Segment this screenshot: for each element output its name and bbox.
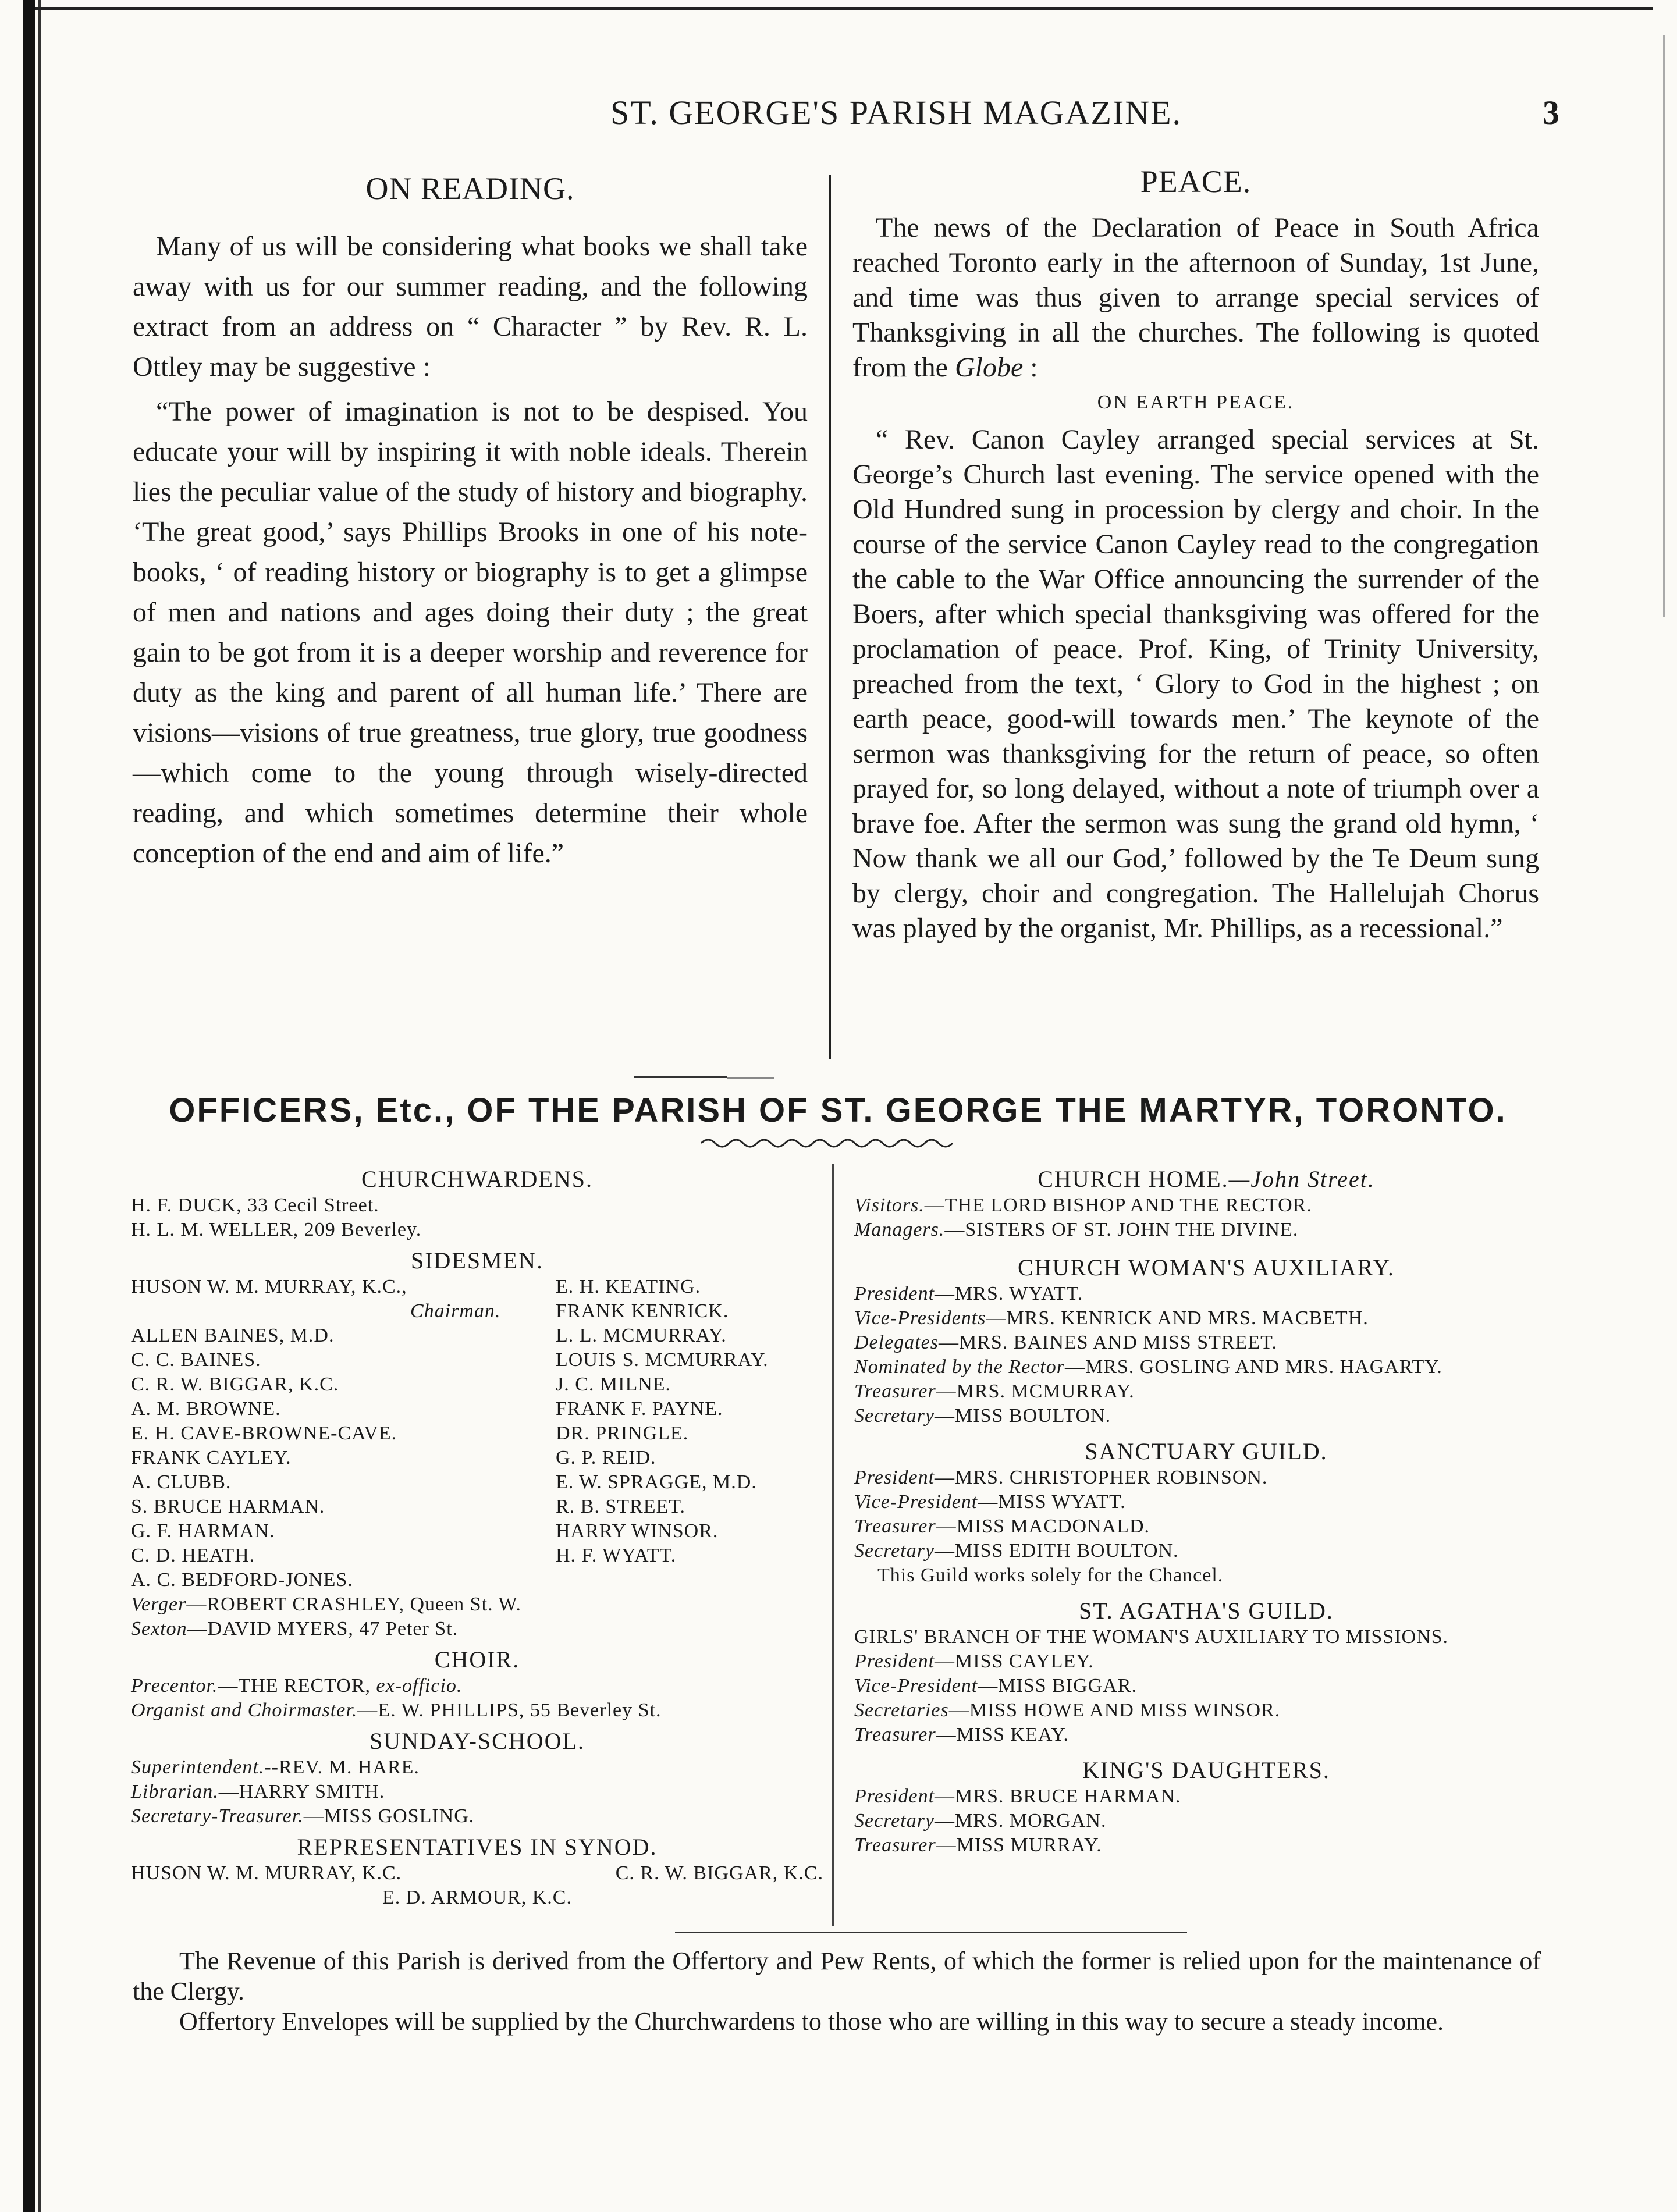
officers-title: OFFICERS, Etc., OF THE PARISH OF ST. GEORGE THE MARTYR, TORONTO. bbox=[169, 1091, 1507, 1129]
page-header bbox=[128, 93, 1559, 145]
sidesman-item: G. F. HARMAN. bbox=[131, 1520, 275, 1542]
sidesman-row bbox=[131, 1568, 823, 1592]
sidesman-row bbox=[131, 1275, 823, 1299]
sidesman-item: G. P. REID. bbox=[556, 1447, 656, 1468]
st-agatha-row bbox=[854, 1698, 1558, 1723]
synod-item: C. R. W. BIGGAR, K.C. bbox=[615, 1862, 823, 1884]
auxiliary-label: Nominated by the Rector bbox=[854, 1356, 1065, 1378]
sidesman-row bbox=[131, 1324, 823, 1348]
sunday-school-heading: SUNDAY-SCHOOL. bbox=[369, 1728, 585, 1754]
sidesman-item: E. W. SPRAGGE, M.D. bbox=[556, 1471, 757, 1493]
sidesman-row bbox=[131, 1299, 823, 1324]
st-agatha-value: —MISS BIGGAR. bbox=[978, 1675, 1137, 1697]
st-agatha-value: —MISS CAYLEY. bbox=[935, 1651, 1094, 1672]
sexton-label: Sexton bbox=[131, 1618, 187, 1640]
st-agatha-label: Secretaries bbox=[854, 1699, 949, 1721]
auxiliary-label: Vice-Presidents bbox=[854, 1307, 986, 1329]
sanctuary-value: —MISS EDITH BOULTON. bbox=[935, 1540, 1179, 1562]
auxiliary-label: President bbox=[854, 1283, 935, 1304]
sanctuary-row bbox=[854, 1466, 1558, 1490]
sidesman-item: E. H. KEATING. bbox=[556, 1276, 701, 1297]
sidesman-item: C. D. HEATH. bbox=[131, 1545, 255, 1566]
church-home-address: —John Street. bbox=[1228, 1166, 1375, 1192]
sidesman-item: HARRY WINSOR. bbox=[556, 1520, 719, 1542]
sanctuary-value: —MISS MACDONALD. bbox=[936, 1516, 1150, 1537]
sanctuary-label: Treasurer bbox=[854, 1516, 936, 1537]
verger-value: —ROBERT CRASHLEY, Queen St. W. bbox=[186, 1594, 521, 1615]
st-agatha-subtitle: GIRLS' BRANCH OF THE WOMAN'S AUXILIARY TO MISSIONS. bbox=[854, 1626, 1449, 1648]
on-reading-quote: “The power of imagination is not to be despised. You educate your will by inspiring it with noble ideals. Therein lies the peculiar value of the study of history and biography. ‘The great good,’ says Phillips Brooks in one of his note-books, ‘ of reading history or biography is to get a glimpse of men and nations and ages doing their duty ; the great gain to be got from it is a deeper worship and reverence for duty as the king and parent of all human life.’ There are visions—visions of true greatness, true glory, true goodness—which come to the young through wisely-directed reading, and which sometimes determine their whole conception of the end and aim of life.” bbox=[133, 396, 808, 869]
sidesman-item: A. C. BEDFORD-JONES. bbox=[131, 1569, 353, 1591]
binding-shadow bbox=[38, 0, 41, 2212]
organist-value: —E. W. PHILLIPS, 55 Beverley St. bbox=[357, 1699, 662, 1721]
sanctuary-label: Secretary bbox=[854, 1540, 935, 1562]
librarian-value: —HARRY SMITH. bbox=[218, 1781, 385, 1802]
organist-row bbox=[131, 1698, 823, 1723]
sidesman-item: J. C. MILNE. bbox=[556, 1374, 671, 1395]
binding-edge bbox=[23, 0, 35, 2212]
sanctuary-note: This Guild works solely for the Chancel. bbox=[877, 1564, 1224, 1586]
sidesman-row bbox=[131, 1421, 823, 1446]
sidesman-item: LOUIS S. MCMURRAY. bbox=[556, 1349, 769, 1371]
st-agatha-heading: ST. AGATHA'S GUILD. bbox=[1079, 1598, 1334, 1624]
st-agatha-row bbox=[854, 1723, 1558, 1747]
st-agatha-row bbox=[854, 1674, 1558, 1698]
sidesman-chairman: HUSON W. M. MURRAY, K.C., bbox=[131, 1276, 407, 1297]
sanctuary-label: Vice-President bbox=[854, 1491, 978, 1513]
column-divider bbox=[829, 175, 831, 1059]
revenue-separator bbox=[675, 1932, 1187, 1933]
sanctuary-row bbox=[854, 1514, 1558, 1539]
peace-intro-colon: : bbox=[1030, 352, 1038, 383]
kings-daughters-label: Treasurer bbox=[854, 1834, 936, 1856]
sidesmen-heading: SIDESMEN. bbox=[410, 1247, 544, 1274]
church-home-value: —SISTERS OF ST. JOHN THE DIVINE. bbox=[944, 1219, 1299, 1240]
sidesman-item: E. H. CAVE-BROWNE-CAVE. bbox=[131, 1422, 397, 1444]
st-agatha-label: President bbox=[854, 1651, 935, 1672]
choir-heading: CHOIR. bbox=[434, 1646, 520, 1673]
auxiliary-label: Delegates bbox=[854, 1332, 939, 1353]
sanctuary-value: —MISS WYATT. bbox=[978, 1491, 1126, 1513]
sidesman-item: FRANK F. PAYNE. bbox=[556, 1398, 723, 1420]
on-reading-title: ON READING. bbox=[365, 171, 575, 206]
revenue-paragraph: The Revenue of this Parish is derived from the Offertory and Pew Rents, of which the former is relied upon for the maintenance of the Clergy. bbox=[133, 1947, 1541, 2005]
kings-daughters-row bbox=[854, 1833, 1558, 1858]
peace-subheading: ON EARTH PEACE. bbox=[1097, 392, 1295, 413]
sexton-value: —DAVID MYERS, 47 Peter St. bbox=[187, 1618, 459, 1640]
auxiliary-row bbox=[854, 1404, 1558, 1428]
church-home-value: —THE LORD BISHOP AND THE RECTOR. bbox=[924, 1194, 1312, 1216]
secretary-treasurer-label: Secretary-Treasurer. bbox=[131, 1805, 304, 1827]
sanctuary-row bbox=[854, 1490, 1558, 1514]
sidesman-item: C. R. W. BIGGAR, K.C. bbox=[131, 1374, 339, 1395]
synod-item: E. D. ARMOUR, K.C. bbox=[382, 1887, 572, 1908]
kings-daughters-label: President bbox=[854, 1786, 935, 1807]
librarian-row bbox=[131, 1780, 823, 1804]
organist-label: Organist and Choirmaster. bbox=[131, 1699, 358, 1721]
sidesman-item: S. BRUCE HARMAN. bbox=[131, 1496, 325, 1517]
womans-auxiliary-heading: CHURCH WOMAN'S AUXILIARY. bbox=[1017, 1254, 1395, 1281]
sidesman-row bbox=[131, 1519, 823, 1544]
magazine-title: ST. GEORGE'S PARISH MAGAZINE. bbox=[610, 94, 1182, 131]
sidesman-row bbox=[131, 1372, 823, 1397]
precentor-row bbox=[131, 1674, 823, 1698]
sexton-row bbox=[131, 1617, 823, 1641]
synod-row bbox=[131, 1861, 823, 1886]
kings-daughters-value: —MRS. MORGAN. bbox=[935, 1810, 1107, 1832]
synod-item: HUSON W. M. MURRAY, K.C. bbox=[131, 1862, 402, 1884]
sidesman-item: C. C. BAINES. bbox=[131, 1349, 261, 1371]
kings-daughters-row bbox=[854, 1784, 1558, 1809]
kings-daughters-label: Secretary bbox=[854, 1810, 935, 1832]
right-edge-mark bbox=[1663, 35, 1665, 617]
sidesman-item: DR. PRINGLE. bbox=[556, 1422, 689, 1444]
verger-label: Verger bbox=[131, 1594, 187, 1615]
auxiliary-row bbox=[854, 1379, 1558, 1404]
sidesman-row bbox=[131, 1446, 823, 1470]
precentor-note: ex-officio. bbox=[376, 1675, 463, 1697]
superintendent-label: Superintendent. bbox=[131, 1756, 265, 1778]
separator-rule-faded bbox=[727, 1077, 774, 1079]
auxiliary-label: Treasurer bbox=[854, 1381, 936, 1402]
sidesman-row bbox=[131, 1397, 823, 1421]
kings-daughters-value: —MISS MURRAY. bbox=[936, 1834, 1102, 1856]
church-home-title: CHURCH HOME. bbox=[1038, 1166, 1229, 1192]
superintendent-value: --REV. M. HARE. bbox=[264, 1756, 420, 1778]
auxiliary-value: —MRS. MCMURRAY. bbox=[936, 1381, 1135, 1402]
envelopes-paragraph: Offertory Envelopes will be supplied by the Churchwardens to those who are willing in this way to secure a steady income. bbox=[179, 2007, 1444, 2036]
sanctuary-label: President bbox=[854, 1467, 935, 1488]
secretary-treasurer-value: —MISS GOSLING. bbox=[303, 1805, 475, 1827]
st-agatha-label: Vice-President bbox=[854, 1675, 978, 1697]
synod-heading: REPRESENTATIVES IN SYNOD. bbox=[297, 1834, 658, 1860]
peace-title: PEACE. bbox=[1140, 164, 1252, 199]
churchwardens-heading: CHURCHWARDENS. bbox=[361, 1166, 594, 1192]
church-home-label: Managers. bbox=[854, 1219, 945, 1240]
sidesman-row bbox=[131, 1348, 823, 1372]
auxiliary-row bbox=[854, 1306, 1558, 1331]
sanctuary-value: —MRS. CHRISTOPHER ROBINSON. bbox=[935, 1467, 1268, 1488]
sidesman-row bbox=[131, 1495, 823, 1519]
st-agatha-value: —MISS HOWE AND MISS WINSOR. bbox=[948, 1699, 1281, 1721]
st-agatha-row bbox=[854, 1649, 1558, 1674]
auxiliary-value: —MRS. GOSLING AND MRS. HAGARTY. bbox=[1064, 1356, 1442, 1378]
peace-intro bbox=[852, 211, 1539, 385]
verger-row bbox=[131, 1592, 823, 1617]
sidesman-item: FRANK CAYLEY. bbox=[131, 1447, 292, 1468]
on-reading-article bbox=[133, 169, 808, 873]
sidesman-item: FRANK KENRICK. bbox=[556, 1300, 729, 1322]
peace-quote: “ Rev. Canon Cayley arranged special services at St. George’s Church last evening. The service opened with the Old Hundred sung in procession by clergy and choir. In the course of the service Canon Cayley read to the congregation the cable to the War Office announcing the surrender of the Boers, after which special thanksgiving was offered for the proclamation of peace. Prof. King, of Trinity University, preached from the text, ‘ Glory to God in the highest ; on earth peace, good-will towards men.’ The keynote of the sermon was thanksgiving for the return of peace, so often prayed for, so long delayed, without a note of triumph over a brave foe. After the sermon was sung the grand old hymn, ‘ Now thank we all our God,’ followed by the Te Deum sung by clergy, choir and congregation. The Hallelujah Chorus was played by the organist, Mr. Phillips, as a recessional.” bbox=[852, 424, 1539, 944]
church-home-label: Visitors. bbox=[854, 1194, 925, 1216]
churchwarden-item: H. L. M. WELLER, 209 Beverley. bbox=[131, 1219, 422, 1240]
kings-daughters-row bbox=[854, 1809, 1558, 1833]
auxiliary-value: —MRS. KENRICK AND MRS. MACBETH. bbox=[986, 1307, 1369, 1329]
peace-article bbox=[852, 164, 1539, 946]
precentor-label: Precentor. bbox=[131, 1675, 218, 1697]
sidesman-item: ALLEN BAINES, M.D. bbox=[131, 1325, 335, 1346]
church-home-row bbox=[854, 1193, 1558, 1218]
auxiliary-value: —MRS. BAINES AND MISS STREET. bbox=[938, 1332, 1277, 1353]
st-agatha-value: —MISS KEAY. bbox=[936, 1724, 1069, 1745]
sidesman-item: L. L. MCMURRAY. bbox=[556, 1325, 727, 1346]
auxiliary-row bbox=[854, 1331, 1558, 1355]
on-reading-intro: Many of us will be considering what books we shall take away with us for our summer reading, and the following extract from an address on “ Character ” by Rev. R. L. Ottley may be suggestive : bbox=[133, 231, 808, 382]
page-number: 3 bbox=[1543, 94, 1559, 131]
secretary-treasurer-row bbox=[131, 1804, 823, 1829]
separator-rule bbox=[634, 1076, 727, 1078]
sidesman-row bbox=[131, 1544, 823, 1568]
sidesman-item: A. CLUBB. bbox=[131, 1471, 232, 1493]
sidesman-row bbox=[131, 1470, 823, 1495]
church-home-row bbox=[854, 1218, 1558, 1242]
sanctuary-guild-heading: SANCTUARY GUILD. bbox=[1085, 1438, 1328, 1464]
auxiliary-row bbox=[854, 1355, 1558, 1379]
superintendent-row bbox=[131, 1755, 823, 1780]
wave-ornament bbox=[701, 1135, 963, 1152]
librarian-label: Librarian. bbox=[131, 1781, 219, 1802]
st-agatha-label: Treasurer bbox=[854, 1724, 936, 1745]
precentor-value: —THE RECTOR, bbox=[218, 1675, 371, 1697]
sidesman-item: R. B. STREET. bbox=[556, 1496, 685, 1517]
kings-daughters-value: —MRS. BRUCE HARMAN. bbox=[935, 1786, 1181, 1807]
globe-name: Globe bbox=[954, 352, 1024, 383]
top-border bbox=[35, 7, 1653, 10]
chairman-label: Chairman. bbox=[410, 1300, 501, 1322]
officers-right-column bbox=[854, 1161, 1558, 1858]
sanctuary-row bbox=[854, 1539, 1558, 1563]
officers-left-column bbox=[131, 1161, 823, 1910]
churchwarden-item: H. F. DUCK, 33 Cecil Street. bbox=[131, 1194, 379, 1216]
auxiliary-value: —MISS BOULTON. bbox=[935, 1405, 1111, 1427]
sidesman-item: H. F. WYATT. bbox=[556, 1545, 677, 1566]
officers-divider bbox=[832, 1164, 834, 1926]
peace-intro-text: The news of the Declaration of Peace in South Africa reached Toronto early in the afternoon of Sunday, 1st June, and time was thus given to arrange special services of Thanksgiving in all the churches. The following is quoted from the bbox=[852, 212, 1539, 383]
revenue-note bbox=[133, 1946, 1541, 2037]
church-home-heading bbox=[854, 1165, 1558, 1193]
auxiliary-value: —MRS. WYATT. bbox=[935, 1283, 1083, 1304]
kings-daughters-heading: KING'S DAUGHTERS. bbox=[1082, 1757, 1330, 1783]
auxiliary-row bbox=[854, 1282, 1558, 1306]
auxiliary-label: Secretary bbox=[854, 1405, 935, 1427]
sidesman-item: A. M. BROWNE. bbox=[131, 1398, 281, 1420]
